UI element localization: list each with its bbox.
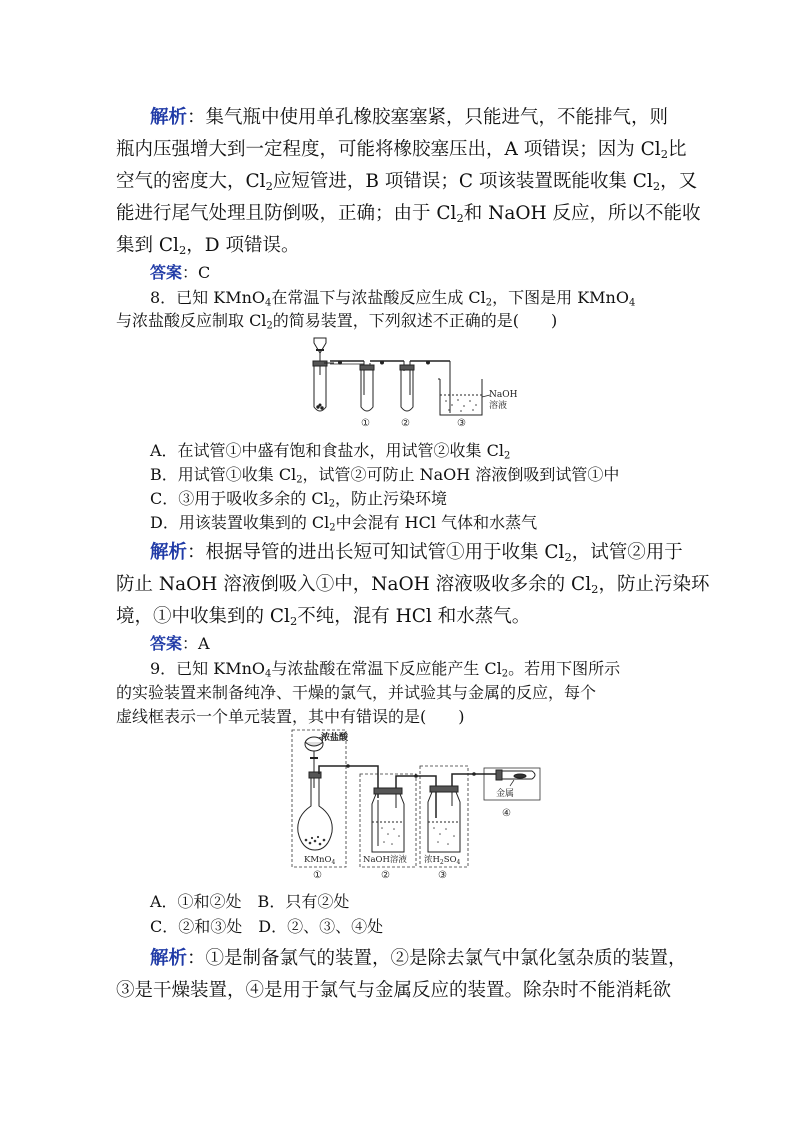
- fig9-label-4: ④: [502, 808, 511, 819]
- q8-option-d: D．用该装置收集到的 $Cl_2$中会混有 HCl 气体和水蒸气: [150, 513, 538, 534]
- q8-apparatus-figure: [300, 335, 540, 430]
- wash-bottle-h2so4: [428, 786, 460, 852]
- q9-stem-line-2: 的实验装置来制备纯净、干燥的氯气，并试验其与金属的反应，每个: [116, 683, 597, 702]
- answer-label: 答案: [150, 634, 183, 653]
- q8-stem-line-1: 8．已知 KMnO$_4$在常温下与浓盐酸反应生成 $Cl_2$，下图是用 KMnO$_4$: [150, 288, 636, 309]
- test-tube-2: [400, 365, 414, 411]
- conc-h2so4-label: 浓$H_2SO_4$: [424, 855, 461, 866]
- q9-apparatus-figure: [288, 728, 548, 880]
- q7-analysis-line-2: 瓶内压强增大到一定程度，可能将橡胶塞压出，A 项错误；因为 $Cl_2$比: [116, 139, 687, 161]
- kmno4-label: KMnO$_4$: [304, 855, 336, 866]
- q7-analysis-line-3: 空气的密度大，$Cl_2$应短管进，B 项错误；C 项该装置既能收集 $Cl_2$，又: [116, 171, 698, 193]
- separatory-funnel: [314, 338, 326, 375]
- fig8-label-2: ②: [401, 418, 410, 429]
- wash-bottle-naoh: [372, 788, 404, 852]
- dropping-funnel: [305, 736, 326, 788]
- q9-stem-line-3: 虚线框表示一个单元装置，其中有错误的是( ): [116, 707, 465, 726]
- fig8-label-1: ①: [361, 418, 370, 429]
- metal-label: 金属: [496, 789, 515, 799]
- test-tube-1: [360, 365, 374, 411]
- solution-label: 溶液: [489, 401, 508, 411]
- q8-answer: 答案：A: [150, 634, 210, 653]
- beaker: [438, 379, 490, 415]
- q8-option-b: B．用试管①收集 $Cl_2$，试管②可防止 NaOH 溶液倒吸到试管①中: [150, 465, 620, 486]
- q9-options-line-1: A．①和②处 B．只有②处: [150, 892, 350, 911]
- q7-analysis-line-4: 能进行尾气处理且防倒吸，正确；由于 $Cl_2$和 NaOH 反应，所以不能收: [116, 203, 701, 225]
- q7-answer: 答案：C: [150, 263, 211, 282]
- reaction-tube: [313, 361, 334, 411]
- q8-analysis-line-3: 境，①中收集到的 $Cl_2$不纯，混有 HCl 和水蒸气。: [116, 606, 531, 628]
- q8-option-a: A．在试管①中盛有饱和食盐水，用试管②收集 $Cl_2$: [150, 441, 511, 462]
- horizontal-tube: [496, 770, 535, 786]
- analysis-label: 解析: [150, 107, 188, 128]
- naoh-solution-label: NaOH溶液: [363, 855, 407, 865]
- answer-label: 答案: [150, 263, 183, 282]
- fig9-label-1: ①: [313, 870, 322, 880]
- fig8-label-3: ③: [457, 418, 466, 429]
- q9-analysis-line-2: ③是干燥装置，④是用于氯气与金属反应的装置。除杂时不能消耗欲: [116, 980, 672, 1001]
- fig9-label-3: ③: [438, 870, 447, 880]
- q8-analysis-line-1: 解析：根据导管的进出长短可知试管①用于收集 $Cl_2$，试管②用于: [150, 542, 683, 564]
- q8-option-c: C．③用于吸收多余的 $Cl_2$，防止污染环境: [150, 489, 448, 510]
- round-bottom-flask: [298, 772, 332, 850]
- q9-stem-line-1: 9．已知 KMnO$_4$与浓盐酸在常温下反应能产生 $Cl_2$。若用下图所示: [150, 659, 621, 680]
- q8-stem-line-2: 与浓盐酸反应制取 $Cl_2$的简易装置，下列叙述不正确的是( ): [116, 311, 558, 332]
- q9-options-line-2: C．②和③处 D．②、③、④处: [150, 917, 384, 936]
- conc-hcl-label: 浓盐酸: [321, 733, 349, 743]
- naoh-label: NaOH: [489, 390, 518, 400]
- fig9-label-2: ②: [381, 870, 390, 880]
- q8-analysis-line-2: 防止 NaOH 溶液倒吸入①中，NaOH 溶液吸收多余的 $Cl_2$，防止污染环: [116, 574, 710, 596]
- q9-analysis-line-1: 解析：①是制备氯气的装置，②是除去氯气中氯化氢杂质的装置，: [150, 948, 687, 969]
- q7-analysis-line-5: 集到 $Cl_2$，D 项错误。: [116, 235, 300, 257]
- q7-analysis-line-1: 解析：集气瓶中使用单孔橡胶塞塞紧，只能进气，不能排气，则: [150, 107, 669, 128]
- connecting-tubes: [330, 361, 450, 414]
- analysis-label: 解析: [150, 542, 188, 563]
- analysis-label: 解析: [150, 948, 188, 969]
